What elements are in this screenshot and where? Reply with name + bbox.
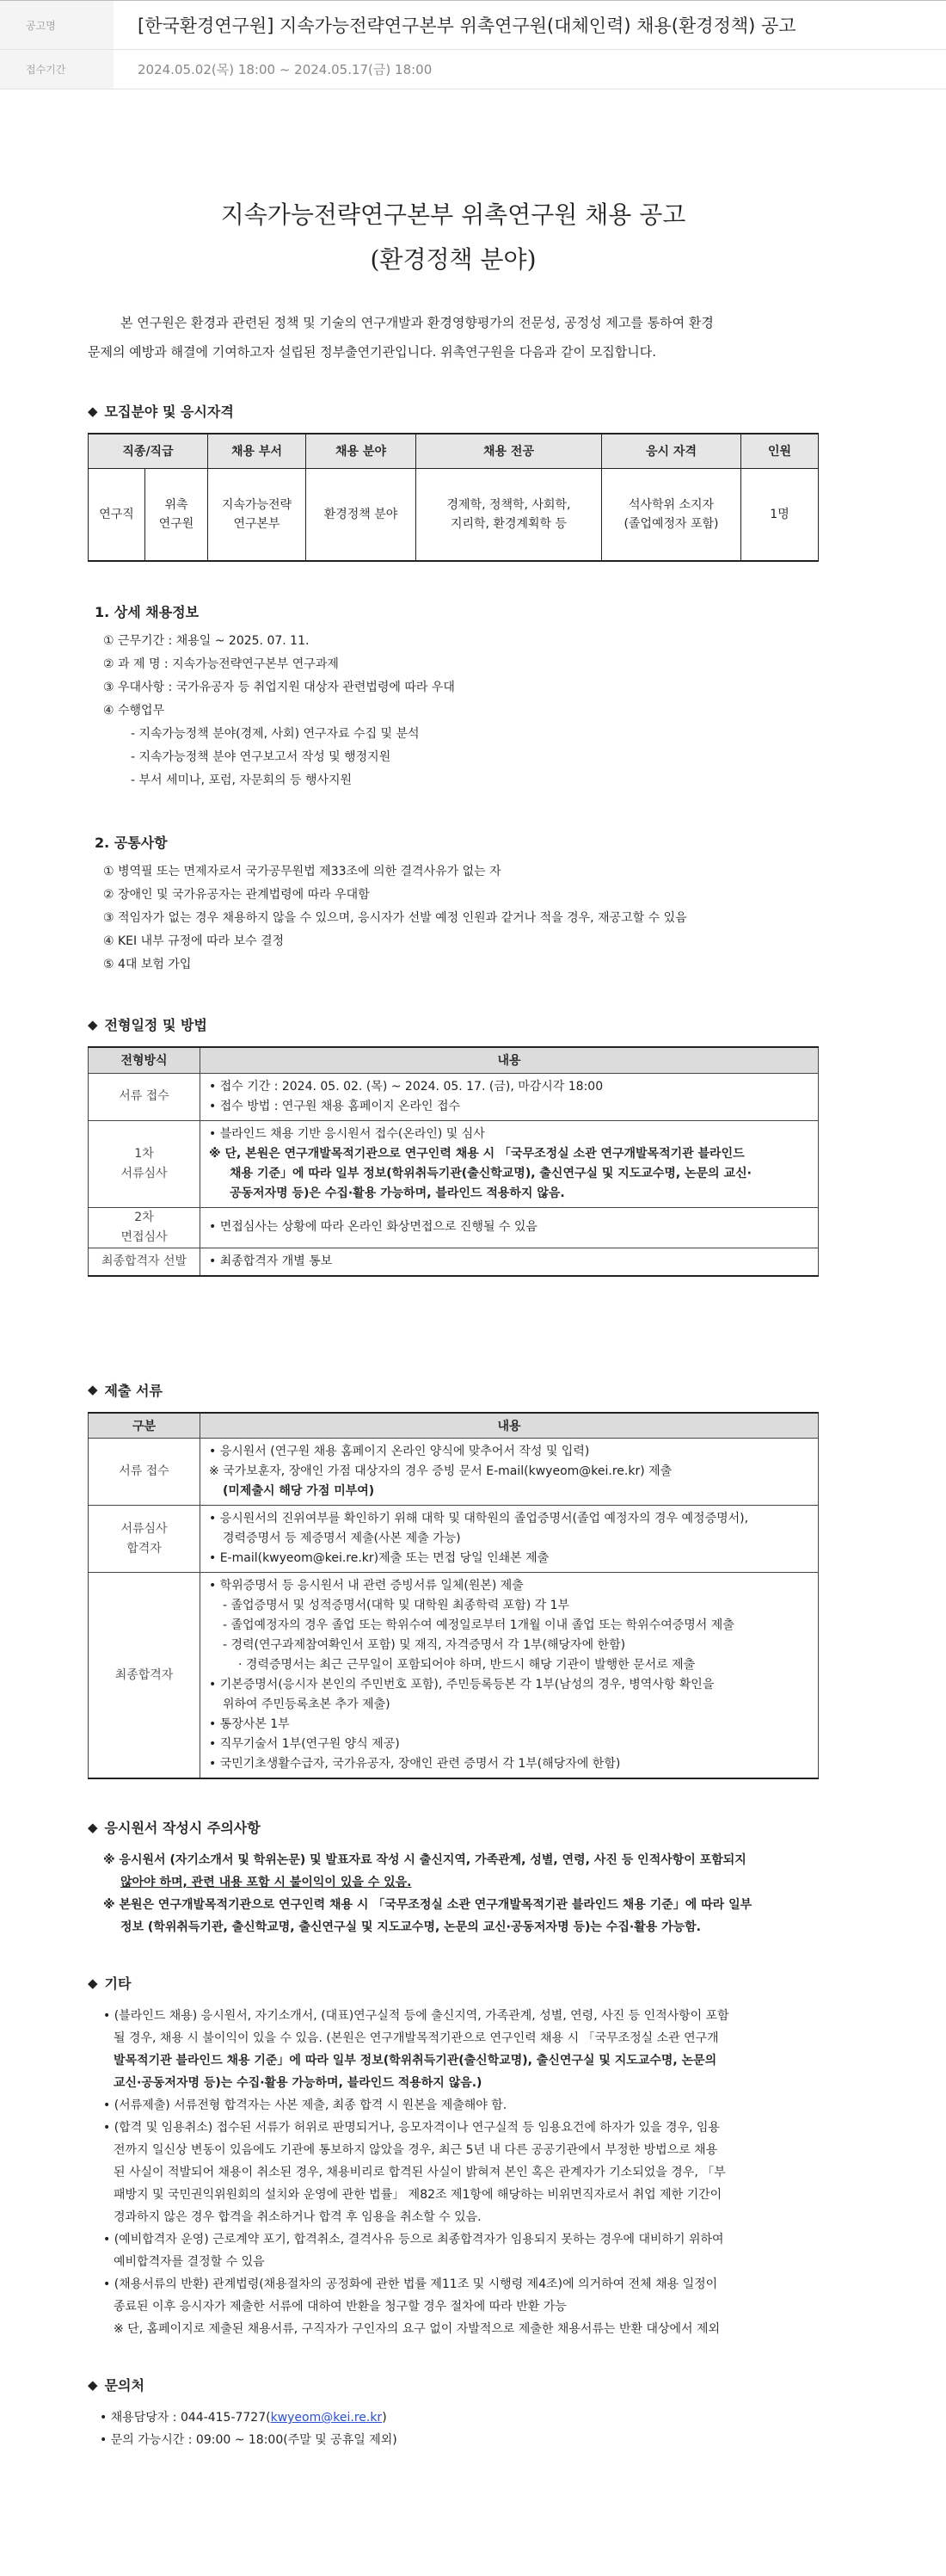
contact-info: • 채용담당자 : 044-415-7727(kwyeom@kei.re.kr) • 문의 가능시간 : 09:00 ~ 18:00(주말 및 공휴일 제외) (100, 2411, 397, 2447)
common-list (88, 860, 819, 977)
notice-period: 2024.05.02(목) 18:00 ~ 2024.05.17(금) 18:00 (138, 62, 433, 77)
etc-notes: • (블라인드 채용) 응시원서, 자기소개서, (대표)연구실적 등에 출신지역, 가족관계, 성별, 연령, 사진 등 인적사항이 포함 될 경우, 채용 시 불이익이 있을 수 있음. (본원은 연구개발목적기관으로 연구인력 채용 시 「국무조정실 소관 연구개 발목적기관 블라인드 채용 기준」에 따라 일부 정보(학위취득기관(출신학교명), 출신연구실 및 지도교수명, 논문의 교신·공동저자명 등)는 수집·활용 가능하며, 블라인드 적용하지 않음.) • (서류제출) 서류전형 합격자는 사본 제출, 최종 합격 시 원본을 제출해야 함. • (합격 및 임용취소) 접수된 서류가 허위로 판명되거나, 응모자격이나 연구실적 등 임용요건에 하자가 있을 경우, 임용 전까지 일신상 변동이 있음에도 기관에 통보하지 않았을 경우, 최근 5년 내 다른 공공기관에서 부정한 방법으로 채용 된 사실이 적발되어 채용이 취소된 경우, 채용비리로 합격된 사실이 밝혀져 본인 혹은 관계자가 기소되었을 경우, 「부 패방지 및 국민권익위원회의 설치와 운영에 관한 법률」 제82조 제1항에 해당하는 비위면직자로서 취업 제한 기간이 경과하지 않은 경우 합격을 취소하거나 합격 후 임용을 취소할 수 있음. • (예비합격자 운영) 근로계약 포기, 합격취소, 결격사유 등으로 최종합격자가 임용되지 못하는 경우에 대비하기 위하여 예비합격자를 결정할 수 있음 • (채용서류의 반환) 관계법령(채용절차의 공정화에 관한 법률 제11조 및 시행령 제4조)에 의거하여 전체 채용 일정이 종료된 이후 응시자가 제출한 서류에 대하여 반환을 청구할 경우 절차에 따라 반환 가능 ※ 단, 홈페이지로 제출된 채용서류, 구직자가 구인자의 요구 없이 자발적으로 제출한 채용서류는 반환 대상에서 제외 (103, 2009, 729, 2336)
recruit-heading: ◆ 모집분야 및 응시자격 (88, 403, 234, 420)
notice-title-row (0, 0, 946, 50)
diamond-icon: ◆ (88, 1382, 98, 1397)
document-title: 지속가능전략연구본부 위촉연구원 채용 공고 (환경정책 분야) (220, 200, 686, 274)
list-item: ③ 적임자가 없는 경우 채용하지 않을 수 있으며, 응시자가 선발 예정 인원과 같거나 적을 경우, 재공고할 수 있음 (103, 911, 687, 925)
list-item: ③ 우대사항 : 국가유공자 등 취업지원 대상자 관련법령에 따라 우대 (103, 681, 455, 694)
table-row: 최종합격자 선발 • 최종합격자 개별 통보 (89, 1248, 819, 1276)
list-item: - 지속가능정책 분야 연구보고서 작성 및 행정지원 (131, 750, 391, 764)
list-item: ② 과 제 명 : 지속가능전략연구본부 연구과제 (103, 657, 339, 671)
list-item: ④ 수행업무 (103, 704, 165, 718)
table-row: 서류 접수 • 접수 기간 : 2024. 05. 02. (목) ~ 2024. 05. 17. (금), 마감시각 18:00 • 접수 방법 : 연구원 채용 홈페이지 온라인 접수 (89, 1073, 819, 1120)
table-row: 2차 면접심사 • 면접심사는 상황에 따라 온라인 화상면접으로 진행될 수 있음 (89, 1207, 819, 1248)
table-row: 연구직 위촉 연구원 지속가능전략 연구본부 환경정책 분야 경제학, 정책학, 사회학, 지리학, 환경계획학 등 석사학위 소지자 (졸업예정자 포함) 1명 (89, 468, 819, 561)
list-item: ⑤ 4대 보험 가입 (103, 958, 192, 971)
notice-title: [한국환경연구원] 지속가능전략연구본부 위촉연구원(대체인력) 채용(환경정책) 공고 (138, 15, 796, 36)
notice-period-row (0, 50, 946, 89)
list-item: ② 장애인 및 국가유공자는 관계법령에 따라 우대함 (103, 888, 370, 902)
notice-document (88, 89, 819, 2451)
list-item: ④ KEI 내부 규정에 따라 보수 결정 (103, 934, 285, 948)
list-item: ① 병역필 또는 면제자로서 국가공무원법 제33조에 의한 결격사유가 없는 자 (103, 865, 501, 878)
recruit-table (88, 433, 819, 562)
details-list (88, 630, 819, 792)
diamond-icon: ◆ (88, 2376, 98, 2393)
contact-email-link[interactable]: kwyeom@kei.re.kr (270, 2411, 383, 2425)
table-row: 최종합격자 • 학위증명서 등 응시원서 내 관련 증빙서류 일체(원본) 제출 - 졸업증명서 및 성적증명서(대학 및 대학원 최종학력 포함) 각 1부 - 졸업예정자의 경우 졸업 또는 학위수여 예정일로부터 1개월 이내 졸업 또는 학위수여증명서 제출 - 경력(연구과제참여확인서 포함) 및 재직, 자격증명서 각 1부(해당자에 한함) · 경력증명서는 최근 근무일이 포함되어야 하며, 반드시 해당 기관이 발행한 문서로 제출 • 기본증명서(응시자 본인의 주민번호 포함), 주민등록등본 각 1부(남성의 경우, 병역사항 확인을 위하여 주민등록초본 추가 제출) • 통장사본 1부 • 직무기술서 1부(연구원 양식 제공) • 국민기초생활수급자, 국가유공자, 장애인 관련 증명서 각 1부(해당자에 한함) (89, 1573, 819, 1779)
list-item: ① 근무기간 : 채용일 ~ 2025. 07. 11. (103, 634, 310, 648)
table-header-row: 전형방식 내용 (89, 1047, 819, 1073)
table-row: 서류 접수 • 응시원서 (연구원 채용 홈페이지 온라인 양식에 맞추어서 작성 및 입력) ※ 국가보훈자, 장애인 가점 대상자의 경우 증빙 문서 E-mail(kwyeom@kei.re.kr) 제출 (미제출시 해당 가점 미부여) (89, 1439, 819, 1506)
etc-heading: ◆ 기타 (88, 1975, 132, 1992)
diamond-icon: ◆ (88, 1016, 98, 1032)
table-header-row: 구분 내용 (89, 1413, 819, 1439)
schedule-table (88, 1046, 819, 1277)
table-row: 서류심사 합격자 • 응시원서의 진위여부를 확인하기 위해 대학 및 대학원의 졸업증명서(졸업 예정자의 경우 예정증명서), 경력증명서 등 제증명서 제출(사본 제출 가능) • E-mail(kwyeom@kei.re.kr)제출 또는 면접 당일 인쇄본 제출 (89, 1506, 819, 1573)
list-item: - 부서 세미나, 포럼, 자문회의 등 행사지원 (131, 773, 353, 787)
contact-heading: ◆ 문의처 (88, 2376, 144, 2394)
schedule-heading: ◆ 전형일정 및 방법 (88, 1016, 207, 1033)
table-row: 1차 서류심사 • 블라인드 채용 기반 응시원서 접수(온라인) 및 심사 ※ 단, 본원은 연구개발목적기관으로 연구인력 채용 시 「국무조정실 소관 연구개발목적기관 블라인드 채용 기준」에 따라 일부 정보(학위취득기관(출신학교명), 출신연구실 및 지도교수명, 논문의 교신· 공동저자명 등)은 수집·활용 가능하며, 블라인드 적용하지 않음. (89, 1120, 819, 1207)
intro-paragraph: 본 연구원은 환경과 관련된 정책 및 기술의 연구개발과 환경영향평가의 전문성, 공정성 제고를 통하여 환경 문제의 예방과 해결에 기여하고자 설립된 정부출연기관입니다. 위촉연구원을 다음과 같이 모집합니다. (88, 315, 714, 360)
caution-heading: ◆ 응시원서 작성시 주의사항 (88, 1819, 261, 1836)
caution-notes: ※ 응시원서 (자기소개서 및 학위논문) 및 발표자료 작성 시 출신지역, 가족관계, 성별, 연령, 사진 등 인적사항이 포함되지 않아야 하며, 관련 내용 포함 시 불이익이 있을 수 있음. ※ 본원은 연구개발목적기관으로 연구인력 채용 시 「국무조정실 소관 연구개발목적기관 블라인드 채용 기준」에 따라 일부 정보 (학위취득기관, 출신학교명, 출신연구실 및 지도교수명, 논문의 교신·공동저자명 등)는 수집·활용 가능함. (103, 1853, 752, 1934)
documents-heading: ◆ 제출 서류 (88, 1382, 163, 1399)
diamond-icon: ◆ (88, 1819, 98, 1835)
diamond-icon: ◆ (88, 1975, 98, 1991)
notice-period-label: 접수기간 (0, 50, 114, 89)
list-item: - 지속가능정책 분야(경제, 사회) 연구자료 수집 및 분석 (131, 727, 420, 741)
notice-title-label: 공고명 (0, 1, 114, 49)
diamond-icon: ◆ (88, 403, 98, 419)
table-header-row: 직종/직급 채용 부서 채용 분야 채용 전공 응시 자격 인원 (89, 434, 819, 468)
common-heading: 2. 공통사항 (95, 835, 168, 851)
details-heading: 1. 상세 채용정보 (95, 604, 200, 620)
documents-table (88, 1412, 819, 1780)
